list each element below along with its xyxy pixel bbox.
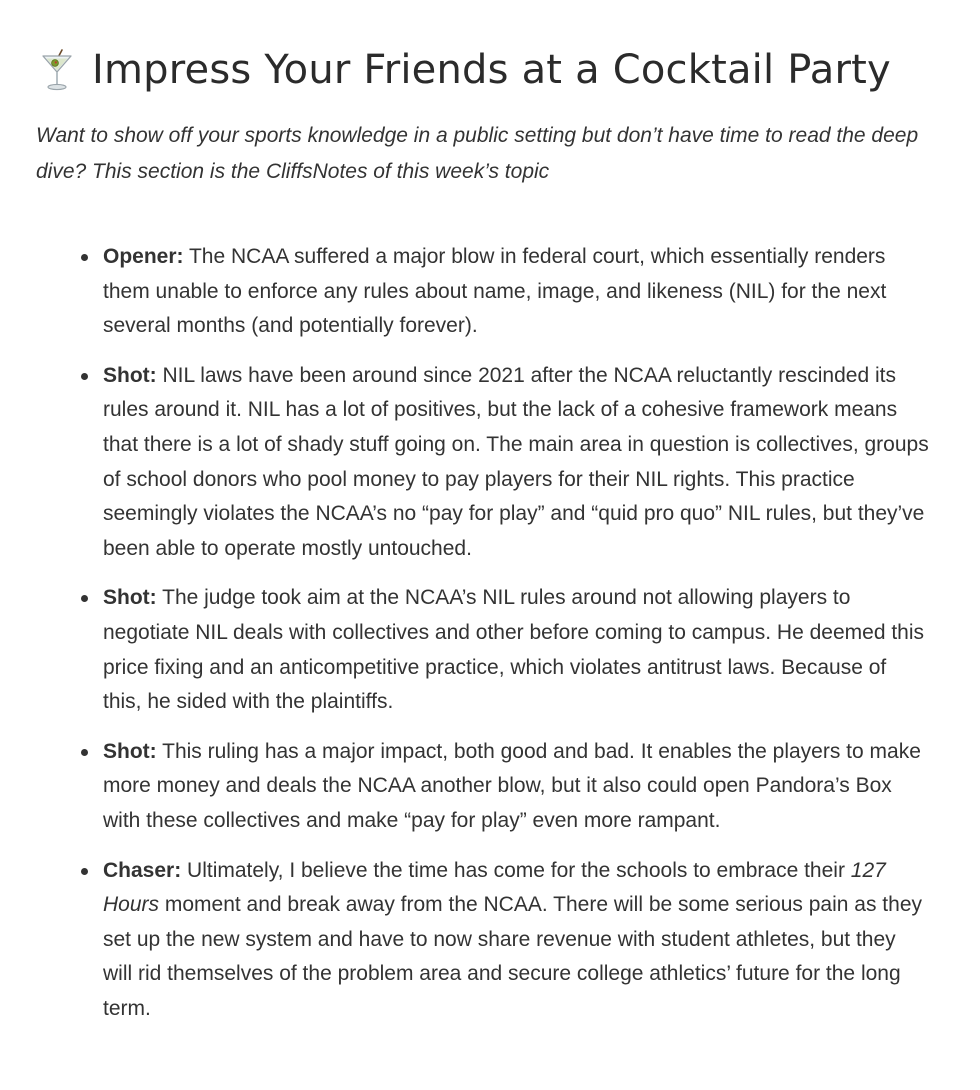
section-heading <box>36 0 944 96</box>
item-text: The NCAA suffered a major blow in federal court, which essentially renders them unable to enforce any rules about name, image, and likeness (NIL) for the next several months (and potentially forever). <box>103 245 887 338</box>
item-text: This ruling has a major impact, both good and bad. It enables the players to make more money and deals the NCAA another blow, but it also could open Pandora’s Box with these collectives and make “pay for play” even more rampant. <box>103 739 921 832</box>
list-item-shot-3 <box>103 735 929 839</box>
item-label: Opener: <box>103 245 184 268</box>
item-label: Shot: <box>103 739 157 763</box>
item-label: Chaser: <box>103 858 182 882</box>
cocktail-glass-icon <box>40 48 74 92</box>
bullet-icon <box>81 749 88 756</box>
item-text: Ultimately, I believe the time has come for the schools to embrace their <box>181 858 851 882</box>
item-text: The judge took aim at the NCAA’s NIL rules around not allowing players to negotiate NIL deals with collectives and other before coming to campus. He deemed this price fixing and an anticompetitive practice, which violates antitrust laws. Because of this, he sided with the plaintiffs. <box>103 586 925 714</box>
movie-title: 127 Hours <box>103 858 886 917</box>
bullet-icon <box>81 868 88 875</box>
item-text: NIL laws have been around since 2021 after the NCAA reluctantly rescinded its rules around it. NIL has a lot of positives, but the lack of a cohesive framework means that there is a lot of shady stuff going on. The main area in question is collectives, groups of school donors who pool money to pay players for their NIL rights. This practice seemingly violates the NCAA’s no “pay for play” and “quid pro quo” NIL rules, but they’ve been able to operate mostly untouched. <box>103 363 929 560</box>
list-item-opener <box>103 240 929 344</box>
item-text: moment and break away from the NCAA. There will be some serious pain as they set up the new system and have to now share revenue with student athletes, but they will rid themselves of the problem area and secure college athletics’ future for the long term. <box>103 893 922 1020</box>
bullet-icon <box>81 254 88 261</box>
section-title: Impress Your Friends at a Cocktail Party <box>92 47 891 93</box>
list-item-shot-2 <box>103 581 929 719</box>
summary-list <box>36 240 944 1026</box>
item-label: Shot: <box>103 586 157 610</box>
item-label: Shot: <box>103 363 157 387</box>
bullet-icon <box>81 373 88 380</box>
list-item-chaser <box>103 854 929 1027</box>
list-item-shot-1 <box>103 359 929 567</box>
intro-text: Want to show off your sports knowledge in a public setting but don’t have time to read the deep dive? This section is the CliffsNotes of this week’s topic <box>36 124 919 183</box>
bullet-icon <box>81 595 88 602</box>
